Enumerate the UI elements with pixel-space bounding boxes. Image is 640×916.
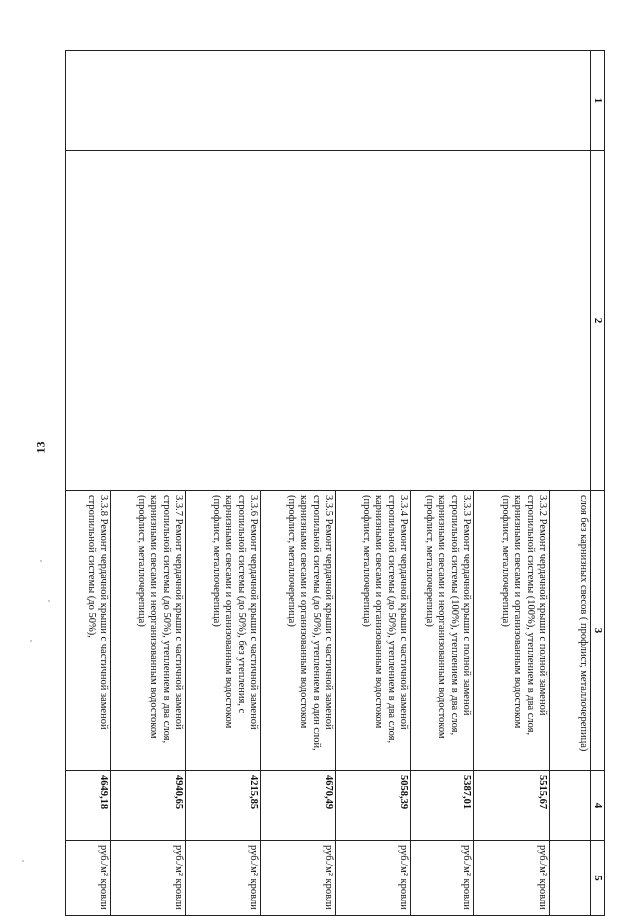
cell-unit: руб./м² кровли (66, 841, 111, 916)
header-row (591, 51, 605, 916)
scan-speck (30, 640, 32, 642)
table-row (550, 51, 591, 916)
rotated-table-frame (70, 50, 605, 915)
cell-price (550, 771, 591, 841)
column-header-2: 2 (591, 151, 605, 491)
cell-price: 5387,01 (411, 771, 474, 841)
cell-unit: руб./м² кровли (261, 841, 336, 916)
cell-unit: руб./м² кровли (411, 841, 474, 916)
scan-speck (40, 560, 42, 562)
page-number: 13 (33, 441, 48, 454)
cell-description: 3.3.8 Ремонт чердачной крыши с частичной заменой стропильной системы (до 50%), (66, 491, 111, 771)
cell-price: 5058,39 (336, 771, 411, 841)
cell-unit: руб./м² кровли (111, 841, 186, 916)
cell-unit: руб./м² кровли (474, 841, 550, 916)
cell-description: 3.3.5 Ремонт чердачной крыши с частичной заменой стропильной системы (до 50%), утеплением в один слой, карнизными свесами и организованным водостоком (профлист, металлочерепица) (261, 491, 336, 771)
column-header-1: 1 (591, 51, 605, 151)
cell-price: 5515,67 (474, 771, 550, 841)
cell-price: 4649,18 (66, 771, 111, 841)
cell-unit: руб./м² кровли (186, 841, 261, 916)
cell-col1 (66, 51, 591, 151)
cell-description: 3.3.6 Ремонт чердачной крыши с частичной заменой стропильной системы (до 50%), без утепления, с карнизными свесами и организованным водостоком (профлист, металлочерепица) (186, 491, 261, 771)
cell-price: 4670,49 (261, 771, 336, 841)
cell-unit (550, 841, 591, 916)
cell-price: 4940,65 (111, 771, 186, 841)
column-header-3: 3 (591, 491, 605, 771)
scan-speck (48, 600, 50, 602)
cell-description: 3.3.4 Ремонт чердачной крыши с частичной заменой стропильной системы (до 50%), утеплением в два слоя, карнизными свесами и организованным водостоком (профлист, металлочерепица) (336, 491, 411, 771)
column-header-5: 5 (591, 841, 605, 916)
cell-unit: руб./м² кровли (336, 841, 411, 916)
cell-description: 3.3.3 Ремонт чердачной крыши с полной заменой стропильной системы (100%), утеплением в два слоя, карнизными свесами и неорганизованным водостоком (профлист, металлочерепица) (411, 491, 474, 771)
column-header-4: 4 (591, 771, 605, 841)
cell-description: 3.3.2 Ремонт чердачной крыши с полной заменой стропильной системы (100%), утеплением в два слоя, карнизными свесами и организованным водостоком (профлист, металлочерепица) (474, 491, 550, 771)
cell-description: слоя без карнизных свесов ( профлист, металлочерепица) (550, 491, 591, 771)
cell-description: 3.3.7 Ремонт чердачной крыши с частичной заменой стропильной системы (до 50%), утеплением в два слоя, карнизными свесами и неорганизованным водостоком (профлист, металлочерепица) (111, 491, 186, 771)
scan-speck (22, 860, 24, 862)
cell-col2 (66, 151, 591, 491)
cell-price: 4215,85 (186, 771, 261, 841)
rates-table (65, 50, 605, 916)
